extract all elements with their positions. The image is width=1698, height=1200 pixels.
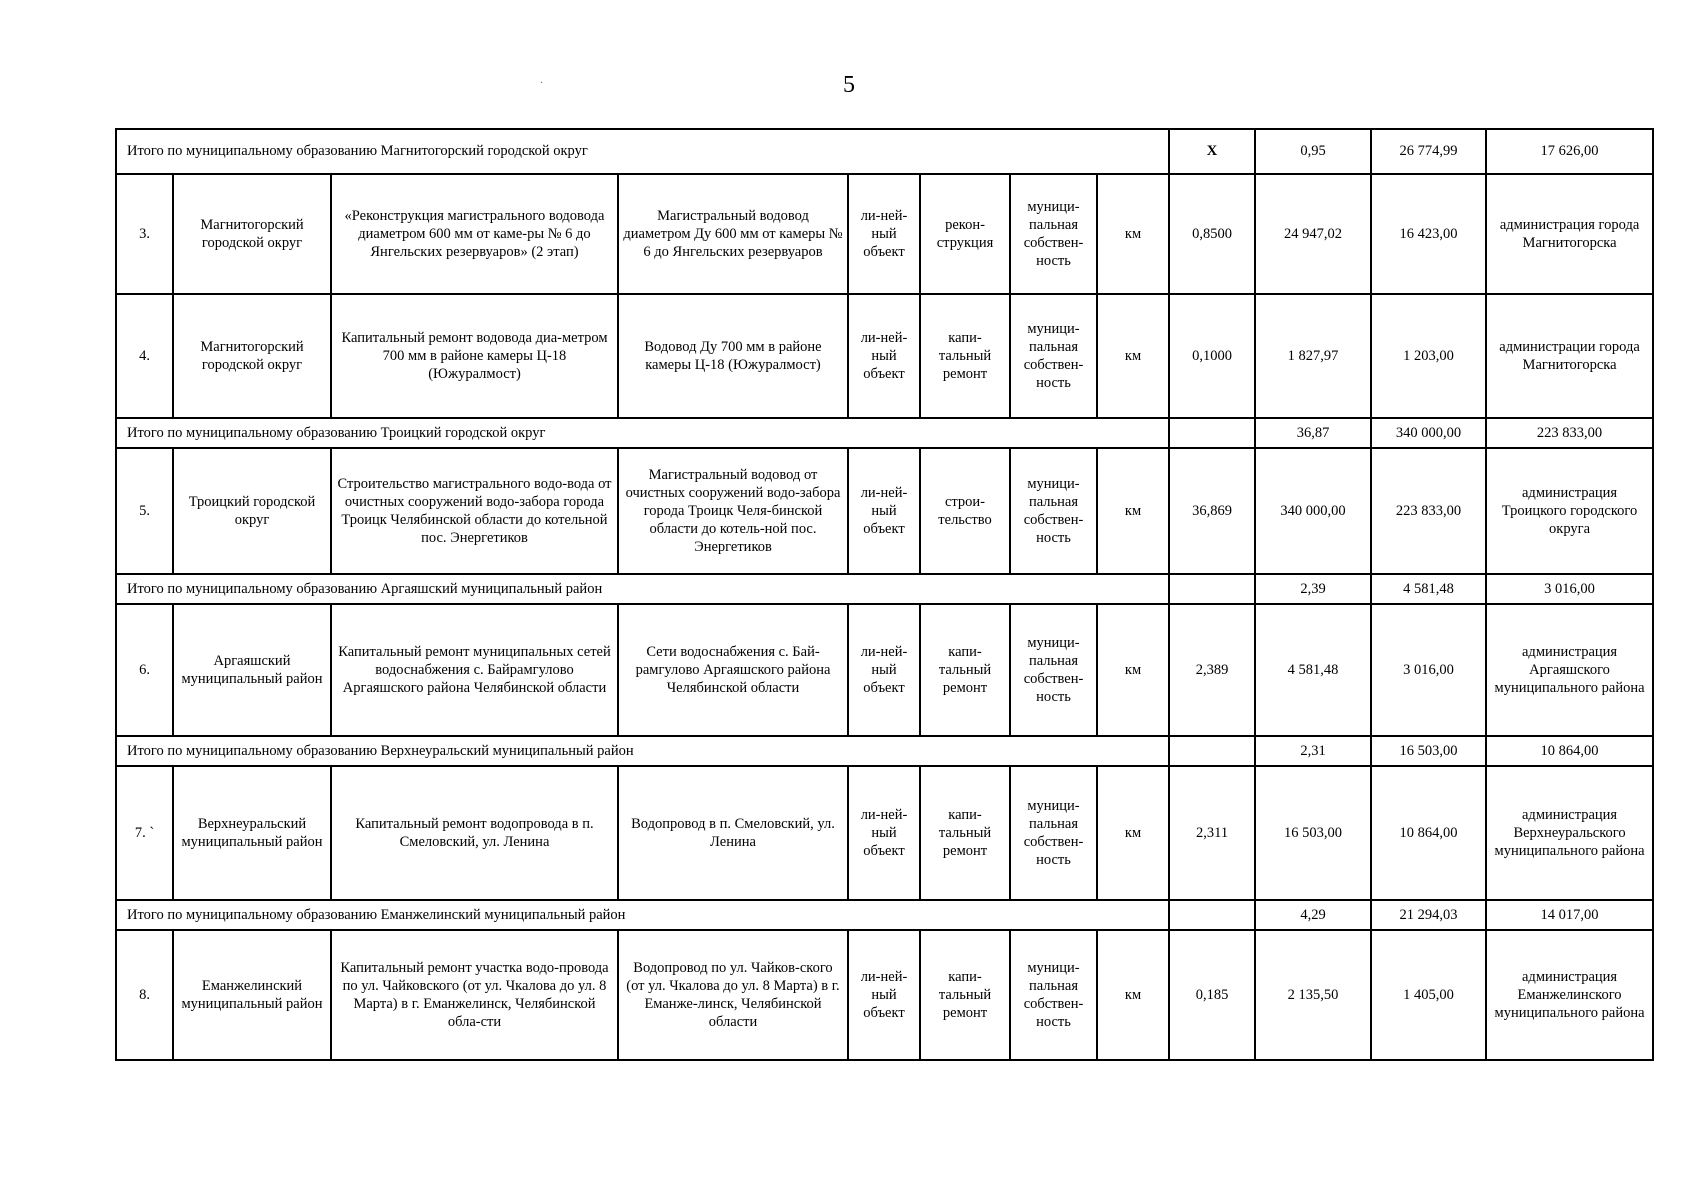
project-cell: Капитальный ремонт участка водо-провода по ул. Чайковского (от ул. Чкалова до ул. 8 Марта) в г. Еманжелинск, Челябинской обла-сти bbox=[331, 930, 618, 1060]
object-type-cell: ли-ней-ный объект bbox=[848, 448, 920, 574]
total-cost-cell: 340 000,00 bbox=[1371, 418, 1486, 448]
row-number: 6. bbox=[116, 604, 173, 736]
table-row bbox=[116, 766, 1653, 900]
length-cell: 2,39 bbox=[1255, 574, 1371, 604]
object-type-cell: ли-ней-ный объект bbox=[848, 766, 920, 900]
table-row bbox=[116, 448, 1653, 574]
row-number: 5. bbox=[116, 448, 173, 574]
unit-cell bbox=[1169, 418, 1255, 448]
length-cell: 36,869 bbox=[1169, 448, 1255, 574]
subtotal-label: Итого по муниципальному образованию Еманжелинский муниципальный район bbox=[116, 900, 1169, 930]
total-cost-cell: 16 503,00 bbox=[1371, 736, 1486, 766]
object-type-cell: ли-ней-ный объект bbox=[848, 930, 920, 1060]
object-cell: Водовод Ду 700 мм в районе камеры Ц-18 (Южуралмост) bbox=[618, 294, 848, 418]
customer-cell: администрации города Магнитогорска bbox=[1486, 294, 1653, 418]
length-cell: 0,185 bbox=[1169, 930, 1255, 1060]
table-row bbox=[116, 294, 1653, 418]
total-cost-cell: 1 827,97 bbox=[1255, 294, 1371, 418]
table-row bbox=[116, 604, 1653, 736]
subtotal-row bbox=[116, 900, 1653, 930]
object-cell: Сети водоснабжения с. Бай-рамгулово Аргаяшского района Челябинской области bbox=[618, 604, 848, 736]
subsidy-cell: 10 864,00 bbox=[1371, 766, 1486, 900]
ownership-cell: муници-пальная собствен-ность bbox=[1010, 604, 1097, 736]
table-row bbox=[116, 174, 1653, 294]
object-cell: Водопровод в п. Смеловский, ул. Ленина bbox=[618, 766, 848, 900]
page-number: 5 bbox=[843, 72, 855, 98]
subtotal-row bbox=[116, 418, 1653, 448]
subsidy-cell: 16 423,00 bbox=[1371, 174, 1486, 294]
customer-cell: администрация Троицкого городского округа bbox=[1486, 448, 1653, 574]
object-type-cell: ли-ней-ный объект bbox=[848, 604, 920, 736]
customer-cell: администрация Аргаяшского муниципального района bbox=[1486, 604, 1653, 736]
subsidy-cell: 1 405,00 bbox=[1371, 930, 1486, 1060]
unit-cell bbox=[1169, 736, 1255, 766]
length-cell: 0,8500 bbox=[1169, 174, 1255, 294]
work-type-cell: рекон-струкция bbox=[920, 174, 1010, 294]
project-cell: «Реконструкция магистрального водовода диаметром 600 мм от каме-ры № 6 до Янгельских резервуаров» (2 этап) bbox=[331, 174, 618, 294]
customer-cell: администрация Верхнеуральского муниципального района bbox=[1486, 766, 1653, 900]
total-cost-cell: 4 581,48 bbox=[1371, 574, 1486, 604]
total-cost-cell: 4 581,48 bbox=[1255, 604, 1371, 736]
unit-cell: км bbox=[1097, 294, 1169, 418]
length-cell: 2,311 bbox=[1169, 766, 1255, 900]
municipality-cell: Еманжелинский муниципальный район bbox=[173, 930, 331, 1060]
subsidy-cell: 10 864,00 bbox=[1486, 736, 1653, 766]
row-number: 4. bbox=[116, 294, 173, 418]
row-number: 7. ` bbox=[116, 766, 173, 900]
project-cell: Капитальный ремонт водовода диа-метром 700 мм в районе камеры Ц-18 (Южуралмост) bbox=[331, 294, 618, 418]
projects-table-body bbox=[116, 129, 1653, 1060]
project-cell: Строительство магистрального водо-вода от очистных сооружений водо-забора города Троицк Челябинской области до котельной пос. Энергетиков bbox=[331, 448, 618, 574]
subsidy-cell: 1 203,00 bbox=[1371, 294, 1486, 418]
unit-cell bbox=[1169, 900, 1255, 930]
ownership-cell: муници-пальная собствен-ность bbox=[1010, 174, 1097, 294]
subsidy-cell: 14 017,00 bbox=[1486, 900, 1653, 930]
length-cell: 2,389 bbox=[1169, 604, 1255, 736]
unit-cell: км bbox=[1097, 174, 1169, 294]
ownership-cell: муници-пальная собствен-ность bbox=[1010, 930, 1097, 1060]
subsidy-cell: 223 833,00 bbox=[1371, 448, 1486, 574]
municipality-cell: Магнитогорский городской округ bbox=[173, 174, 331, 294]
object-cell: Магистральный водовод диаметром Ду 600 мм от камеры № 6 до Янгельских резервуаров bbox=[618, 174, 848, 294]
unit-cell: км bbox=[1097, 448, 1169, 574]
object-type-cell: ли-ней-ный объект bbox=[848, 174, 920, 294]
municipality-cell: Троицкий городской округ bbox=[173, 448, 331, 574]
subtotal-label: Итого по муниципальному образованию Аргаяшский муниципальный район bbox=[116, 574, 1169, 604]
total-cost-cell: 26 774,99 bbox=[1371, 129, 1486, 174]
ownership-cell: муници-пальная собствен-ность bbox=[1010, 766, 1097, 900]
municipality-cell: Верхнеуральский муниципальный район bbox=[173, 766, 331, 900]
length-cell: 36,87 bbox=[1255, 418, 1371, 448]
subsidy-cell: 3 016,00 bbox=[1371, 604, 1486, 736]
length-cell: 4,29 bbox=[1255, 900, 1371, 930]
ownership-cell: муници-пальная собствен-ность bbox=[1010, 294, 1097, 418]
row-number: 3. bbox=[116, 174, 173, 294]
unit-cell: км bbox=[1097, 766, 1169, 900]
work-type-cell: строи-тельство bbox=[920, 448, 1010, 574]
length-cell: 2,31 bbox=[1255, 736, 1371, 766]
subtotal-label: Итого по муниципальному образованию Троицкий городской округ bbox=[116, 418, 1169, 448]
object-type-cell: ли-ней-ный объект bbox=[848, 294, 920, 418]
subtotal-label: Итого по муниципальному образованию Магнитогорский городской округ bbox=[116, 129, 1169, 174]
total-cost-cell: 16 503,00 bbox=[1255, 766, 1371, 900]
subtotal-row bbox=[116, 129, 1653, 174]
row-number: 8. bbox=[116, 930, 173, 1060]
subtotal-label: Итого по муниципальному образованию Верхнеуральский муниципальный район bbox=[116, 736, 1169, 766]
customer-cell: администрация Еманжелинского муниципального района bbox=[1486, 930, 1653, 1060]
object-cell: Водопровод по ул. Чайков-ского (от ул. Чкалова до ул. 8 Марта) в г. Еманже-линск, Челябинской области bbox=[618, 930, 848, 1060]
unit-cell: км bbox=[1097, 604, 1169, 736]
object-cell: Магистральный водовод от очистных сооружений водо-забора города Троицк Челя-бинской области до котель-ной пос. Энергетиков bbox=[618, 448, 848, 574]
subsidy-cell: 223 833,00 bbox=[1486, 418, 1653, 448]
project-cell: Капитальный ремонт водопровода в п. Смеловский, ул. Ленина bbox=[331, 766, 618, 900]
unit-cell: км bbox=[1097, 930, 1169, 1060]
subtotal-row bbox=[116, 574, 1653, 604]
total-cost-cell: 21 294,03 bbox=[1371, 900, 1486, 930]
municipality-cell: Аргаяшский муниципальный район bbox=[173, 604, 331, 736]
work-type-cell: капи-тальный ремонт bbox=[920, 766, 1010, 900]
length-cell: 0,95 bbox=[1255, 129, 1371, 174]
projects-table bbox=[115, 128, 1654, 1061]
subsidy-cell: 17 626,00 bbox=[1486, 129, 1653, 174]
work-type-cell: капи-тальный ремонт bbox=[920, 930, 1010, 1060]
work-type-cell: капи-тальный ремонт bbox=[920, 604, 1010, 736]
unit-cell bbox=[1169, 574, 1255, 604]
customer-cell: администрация города Магнитогорска bbox=[1486, 174, 1653, 294]
subtotal-row bbox=[116, 736, 1653, 766]
municipality-cell: Магнитогорский городской округ bbox=[173, 294, 331, 418]
subsidy-cell: 3 016,00 bbox=[1486, 574, 1653, 604]
unit-cell: Х bbox=[1169, 129, 1255, 174]
scan-speck: · bbox=[540, 78, 544, 89]
total-cost-cell: 2 135,50 bbox=[1255, 930, 1371, 1060]
work-type-cell: капи-тальный ремонт bbox=[920, 294, 1010, 418]
ownership-cell: муници-пальная собствен-ность bbox=[1010, 448, 1097, 574]
total-cost-cell: 340 000,00 bbox=[1255, 448, 1371, 574]
total-cost-cell: 24 947,02 bbox=[1255, 174, 1371, 294]
length-cell: 0,1000 bbox=[1169, 294, 1255, 418]
project-cell: Капитальный ремонт муниципальных сетей водоснабжения с. Байрамгулово Аргаяшского района Челябинской области bbox=[331, 604, 618, 736]
table-row bbox=[116, 930, 1653, 1060]
